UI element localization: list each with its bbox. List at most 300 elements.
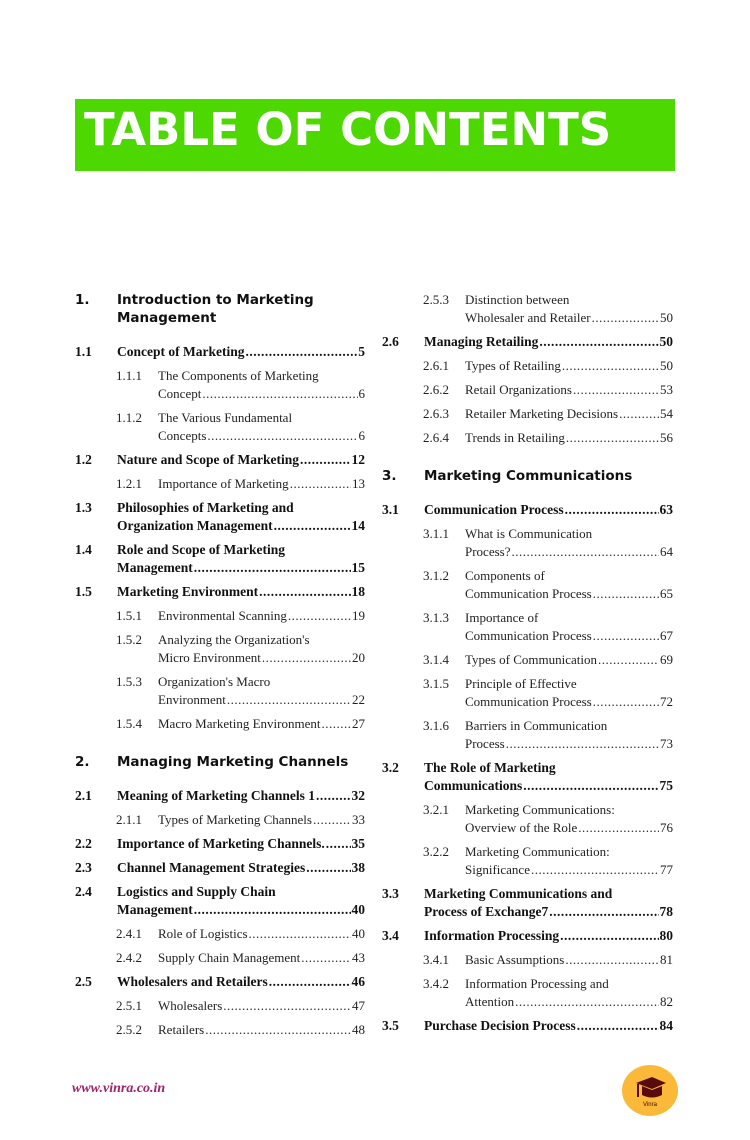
dot-leader [326, 835, 351, 853]
toc-number: 3. [382, 468, 397, 484]
toc-number: 1.2 [75, 452, 92, 467]
toc-section[interactable] [75, 973, 365, 991]
toc-number: 2.4 [75, 884, 92, 899]
toc-subsection[interactable] [382, 975, 673, 1011]
dot-leader [560, 927, 658, 945]
dot-leader [565, 951, 659, 969]
toc-page-number: 80 [659, 928, 673, 943]
graduation-cap-icon [630, 1073, 670, 1109]
toc-page-number: 38 [351, 860, 365, 875]
toc-title [117, 343, 365, 361]
toc-title [465, 951, 673, 969]
toc-title-text: Importance of Marketing [158, 476, 289, 491]
toc-title [465, 801, 673, 837]
toc-title-text: What is Communication [465, 526, 593, 541]
toc-subsection[interactable] [382, 951, 673, 969]
toc-title-line [465, 627, 673, 645]
dot-leader [523, 777, 658, 795]
dot-leader [566, 429, 659, 447]
toc-subsection[interactable] [382, 291, 673, 327]
toc-subsection[interactable] [75, 631, 365, 667]
toc-number: 3.1.4 [423, 652, 449, 667]
toc-title-text: Process of Exchange7 [424, 904, 549, 919]
toc-title-text: Communication Process [465, 628, 592, 643]
toc-number: 2.6.4 [423, 430, 449, 445]
toc-title [117, 835, 365, 853]
toc-subsection[interactable] [382, 843, 673, 879]
toc-title-text: Attention [465, 994, 515, 1009]
toc-page-number: 67 [660, 628, 673, 643]
toc-subsection[interactable] [382, 651, 673, 669]
toc-title [424, 885, 673, 921]
toc-title-line [424, 333, 673, 351]
toc-section[interactable] [382, 333, 673, 351]
toc-subsection[interactable] [382, 717, 673, 753]
toc-title-line [117, 787, 365, 805]
dot-leader [578, 819, 659, 837]
toc-number: 2.6.2 [423, 382, 449, 397]
toc-page-number: 53 [660, 382, 673, 397]
toc-number: 3.1.3 [423, 610, 449, 625]
toc-title-line [158, 607, 365, 625]
toc-title [158, 409, 365, 445]
toc-title-text: Environmental Scanning [158, 608, 287, 623]
toc-section[interactable] [75, 835, 365, 853]
toc-page-number: 32 [351, 788, 365, 803]
toc-number: 3.1.6 [423, 718, 449, 733]
toc-number: 2.1.1 [116, 812, 142, 827]
toc-title-text: Basic Assumptions [465, 952, 565, 967]
toc-title-text: Meaning of Marketing Channels 1 [117, 788, 316, 803]
toc-title-text: Components of [465, 568, 545, 583]
toc-title-line [117, 859, 365, 877]
toc-page-number: 48 [352, 1022, 365, 1037]
toc-number: 2.3 [75, 860, 92, 875]
toc-title-text: Purchase Decision Process [424, 1018, 576, 1033]
toc-title-line [117, 451, 365, 469]
toc-column-left [75, 291, 365, 1039]
toc-title [158, 715, 365, 733]
toc-subsection[interactable] [382, 381, 673, 399]
toc-title [117, 883, 365, 919]
toc-number: 3.5 [382, 1018, 399, 1033]
toc-title-text: Importance of Marketing Channels. [117, 836, 325, 851]
dot-leader [227, 691, 351, 709]
title-banner [75, 99, 675, 171]
toc-title-line [117, 583, 365, 601]
footer-url-link[interactable]: www.vinra.co.in [72, 1081, 166, 1096]
toc-title [117, 541, 365, 577]
toc-title-line [465, 843, 673, 861]
toc-subsection[interactable] [75, 607, 365, 625]
toc-subsection[interactable] [75, 925, 365, 943]
toc-title-text: Managing Retailing [424, 334, 539, 349]
toc-title [424, 467, 673, 485]
dot-leader [593, 693, 659, 711]
toc-number: 1.4 [75, 542, 92, 557]
toc-title-line [424, 759, 673, 777]
toc-section[interactable] [75, 541, 365, 577]
toc-title-line [158, 691, 365, 709]
toc-page-number: 54 [660, 406, 673, 421]
toc-page-number: 13 [352, 476, 365, 491]
toc-title [424, 1017, 673, 1035]
toc-title-line [424, 777, 673, 795]
toc-title-line [158, 925, 365, 943]
toc-number: 1.1.1 [116, 368, 142, 383]
toc-chapter[interactable] [382, 467, 673, 485]
vinra-logo [622, 1065, 678, 1116]
toc-title-text: Marketing Environment [117, 584, 259, 599]
toc-title-line [465, 357, 673, 375]
toc-page-number: 63 [659, 502, 673, 517]
toc-section[interactable] [382, 1017, 673, 1035]
toc-title [424, 759, 673, 795]
dot-leader [262, 649, 351, 667]
toc-title-text: Trends in Retailing [465, 430, 565, 445]
toc-title-text: Supply Chain Management [158, 950, 301, 965]
toc-title-line [117, 559, 365, 577]
toc-title-line [158, 997, 365, 1015]
toc-title [158, 925, 365, 943]
toc-title-line [117, 753, 365, 771]
toc-section[interactable] [382, 927, 673, 945]
dot-leader [592, 309, 659, 327]
toc-title-line [465, 819, 673, 837]
toc-subsection[interactable] [382, 429, 673, 447]
toc-title-text: Process? [465, 544, 511, 559]
dot-leader [573, 381, 659, 399]
toc-number: 2.5.3 [423, 292, 449, 307]
toc-number: 3.3 [382, 886, 399, 901]
toc-section[interactable] [75, 859, 365, 877]
dot-leader [565, 501, 659, 519]
toc-title-text: Wholesalers and Retailers [117, 974, 268, 989]
toc-page-number: 6 [358, 428, 365, 443]
toc-title-text: Micro Environment [158, 650, 261, 665]
toc-number: 1.5.3 [116, 674, 142, 689]
toc-title [424, 501, 673, 519]
toc-subsection[interactable] [75, 673, 365, 709]
toc-title-text: Process [465, 736, 505, 751]
toc-subsection[interactable] [382, 675, 673, 711]
toc-title [465, 291, 673, 327]
dot-leader [194, 559, 351, 577]
toc-number: 1.3 [75, 500, 92, 515]
toc-number: 1.5 [75, 584, 92, 599]
toc-subsection[interactable] [382, 357, 673, 375]
toc-title-line [158, 409, 365, 427]
toc-page-number: 27 [352, 716, 365, 731]
dot-leader [202, 385, 357, 403]
toc-title-text: Retailer Marketing Decisions [465, 406, 619, 421]
dot-leader [321, 715, 351, 733]
toc-title-text: Communication Process [465, 586, 592, 601]
toc-chapter[interactable] [75, 291, 365, 327]
toc-section[interactable] [75, 883, 365, 919]
toc-title [117, 291, 365, 327]
toc-title-line [158, 427, 365, 445]
toc-title-line [117, 973, 365, 991]
toc-title-line [465, 405, 673, 423]
toc-title-text: Concept of Marketing [117, 344, 245, 359]
toc-subsection[interactable] [75, 949, 365, 967]
toc-title-text: Concept [158, 386, 202, 401]
toc-page-number: 64 [660, 544, 673, 559]
toc-number: 2.5.2 [116, 1022, 142, 1037]
toc-title [465, 675, 673, 711]
toc-subsection[interactable] [382, 525, 673, 561]
toc-number: 2.4.1 [116, 926, 142, 941]
toc-title [465, 567, 673, 603]
toc-title [465, 609, 673, 645]
dot-leader [577, 1017, 659, 1035]
toc-title-text: The Components of Marketing [158, 368, 319, 383]
toc-number: 3.1.2 [423, 568, 449, 583]
toc-page-number: 81 [660, 952, 673, 967]
toc-section[interactable] [382, 885, 673, 921]
toc-title-line [465, 675, 673, 693]
toc-title [117, 973, 365, 991]
toc-page-number: 75 [659, 778, 673, 793]
toc-subsection[interactable] [382, 801, 673, 837]
toc-page-number: 76 [660, 820, 673, 835]
toc-title [158, 949, 365, 967]
dot-leader [531, 861, 659, 879]
toc-title-text: Logistics and Supply Chain [117, 884, 276, 899]
toc-page-number: 22 [352, 692, 365, 707]
toc-section[interactable] [75, 583, 365, 601]
toc-title-text: Barriers in Communication [465, 718, 608, 733]
toc-page-number: 77 [660, 862, 673, 877]
dot-leader [245, 343, 357, 361]
toc-title-line [465, 291, 673, 309]
toc-title [158, 631, 365, 667]
toc-number: 1. [75, 292, 90, 308]
toc-title [465, 717, 673, 753]
logo-text: Vinra [643, 1102, 657, 1108]
toc-title-line [465, 861, 673, 879]
toc-number: 2.2 [75, 836, 92, 851]
toc-title-line [465, 543, 673, 561]
toc-subsection[interactable] [75, 715, 365, 733]
toc-title-text: Management [117, 560, 193, 575]
dot-leader [194, 901, 351, 919]
toc-number: 2. [75, 754, 90, 770]
toc-title-line [158, 475, 365, 493]
toc-subsection[interactable] [382, 405, 673, 423]
toc-title-line [158, 811, 365, 829]
toc-title-text: Wholesaler and Retailer [465, 310, 591, 325]
dot-leader [288, 607, 351, 625]
toc-page-number: 84 [659, 1018, 673, 1033]
toc-section[interactable] [75, 451, 365, 469]
toc-title-text: The Various Fundamental [158, 410, 293, 425]
toc-page-number: 35 [351, 836, 365, 851]
toc-title-line [465, 567, 673, 585]
toc-title [117, 753, 365, 771]
page-title: TABLE OF CONTENTS [84, 103, 612, 156]
toc-title-line [158, 385, 365, 403]
toc-page-number: 6 [358, 386, 365, 401]
toc-page-number: 73 [660, 736, 673, 751]
toc-title-text: Managing Marketing Channels [117, 754, 349, 770]
toc-page-number: 47 [352, 998, 365, 1013]
toc-title-line [117, 343, 365, 361]
toc-section[interactable] [382, 759, 673, 795]
toc-title [465, 975, 673, 1011]
toc-title-line [424, 467, 673, 485]
toc-page-number: 43 [352, 950, 365, 965]
toc-subsection[interactable] [75, 475, 365, 493]
dot-leader [316, 787, 350, 805]
toc-title-text: Significance [465, 862, 530, 877]
toc-title-text: Management [117, 902, 193, 917]
dot-leader [269, 973, 351, 991]
toc-subsection[interactable] [382, 609, 673, 645]
dot-leader [259, 583, 350, 601]
toc-section[interactable] [75, 787, 365, 805]
toc-section[interactable] [75, 499, 365, 535]
toc-page-number: 82 [660, 994, 673, 1009]
toc-title-text: Environment [158, 692, 226, 707]
toc-title-text: Principle of Effective [465, 676, 577, 691]
toc-section[interactable] [382, 501, 673, 519]
toc-title-line [158, 631, 365, 649]
toc-number: 2.6.1 [423, 358, 449, 373]
dot-leader [274, 517, 351, 535]
dot-leader [249, 925, 351, 943]
toc-title-text: Marketing Communications and [424, 886, 613, 901]
toc-chapter[interactable] [75, 753, 365, 771]
toc-title-text: Information Processing [424, 928, 560, 943]
toc-section[interactable] [75, 343, 365, 361]
toc-title-text: Types of Communication [465, 652, 597, 667]
toc-title-text: Philosophies of Marketing and [117, 500, 294, 515]
toc-subsection[interactable] [75, 997, 365, 1015]
toc-title [158, 997, 365, 1015]
toc-title [158, 607, 365, 625]
toc-title [465, 405, 673, 423]
toc-page-number: 5 [358, 344, 365, 359]
toc-title [158, 367, 365, 403]
toc-title-line [465, 609, 673, 627]
toc-page-number: 40 [351, 902, 365, 917]
toc-title-text: Nature and Scope of Marketing [117, 452, 299, 467]
toc-number: 3.4 [382, 928, 399, 943]
toc-page-number: 69 [660, 652, 673, 667]
toc-title-line [424, 501, 673, 519]
toc-title-text: Types of Retailing [465, 358, 561, 373]
toc-title-text: Retailers [158, 1022, 205, 1037]
toc-number: 2.6.3 [423, 406, 449, 421]
dot-leader [301, 949, 351, 967]
dot-leader [313, 811, 351, 829]
toc-page-number: 14 [351, 518, 365, 533]
toc-title-line [117, 309, 365, 327]
toc-page-number: 12 [351, 452, 365, 467]
toc-page-number: 65 [660, 586, 673, 601]
toc-subsection[interactable] [75, 1021, 365, 1039]
toc-number: 1.1 [75, 344, 92, 359]
toc-number: 3.4.1 [423, 952, 449, 967]
toc-title-line [465, 801, 673, 819]
toc-title [424, 333, 673, 351]
toc-title-text: Marketing Communication: [465, 844, 610, 859]
toc-subsection[interactable] [75, 367, 365, 403]
toc-number: 3.2.1 [423, 802, 449, 817]
toc-number: 1.1.2 [116, 410, 142, 425]
toc-page-number: 46 [351, 974, 365, 989]
toc-title [465, 843, 673, 879]
toc-number: 3.1.5 [423, 676, 449, 691]
dot-leader [306, 859, 350, 877]
toc-title [158, 1021, 365, 1039]
toc-title [465, 381, 673, 399]
toc-title-line [465, 585, 673, 603]
toc-title-text: Retail Organizations [465, 382, 572, 397]
toc-page-number: 18 [351, 584, 365, 599]
toc-title-line [158, 649, 365, 667]
toc-number: 3.2 [382, 760, 399, 775]
toc-title [158, 475, 365, 493]
toc-number: 2.6 [382, 334, 399, 349]
toc-number: 3.2.2 [423, 844, 449, 859]
toc-title-line [117, 835, 365, 853]
toc-page-number: 78 [659, 904, 673, 919]
toc-number: 1.5.1 [116, 608, 142, 623]
toc-title [117, 859, 365, 877]
toc-title-text: Communication Process [424, 502, 564, 517]
toc-title-line [117, 901, 365, 919]
toc-title [117, 583, 365, 601]
toc-title-text: Communication Process [465, 694, 592, 709]
toc-page-number: 19 [352, 608, 365, 623]
toc-title-line [117, 517, 365, 535]
toc-title [424, 927, 673, 945]
toc-title-text: Analyzing the Organization's [158, 632, 310, 647]
toc-title-text: Concepts [158, 428, 207, 443]
toc-page-number: 20 [352, 650, 365, 665]
toc-number: 2.5 [75, 974, 92, 989]
toc-number: 3.4.2 [423, 976, 449, 991]
toc-number: 3.1 [382, 502, 399, 517]
toc-title-line [424, 885, 673, 903]
toc-page-number: 33 [352, 812, 365, 827]
toc-title-line [424, 927, 673, 945]
toc-title-text: Marketing Communications [424, 468, 633, 484]
toc-title [158, 811, 365, 829]
dot-leader [562, 357, 659, 375]
toc-number: 2.1 [75, 788, 92, 803]
toc-title-line [117, 883, 365, 901]
toc-title-text: Marketing Communications: [465, 802, 615, 817]
toc-title-line [117, 291, 365, 309]
toc-subsection[interactable] [75, 811, 365, 829]
dot-leader [598, 651, 659, 669]
toc-title-line [465, 735, 673, 753]
toc-subsection[interactable] [75, 409, 365, 445]
toc-subsection[interactable] [382, 567, 673, 603]
toc-title-text: Introduction to Marketing [117, 292, 314, 308]
dot-leader [300, 451, 351, 469]
toc-title-text: Organization Management [117, 518, 273, 533]
toc-title-line [465, 525, 673, 543]
toc-title-line [465, 975, 673, 993]
toc-title-line [465, 381, 673, 399]
toc-title [117, 499, 365, 535]
toc-title-text: Information Processing and [465, 976, 609, 991]
